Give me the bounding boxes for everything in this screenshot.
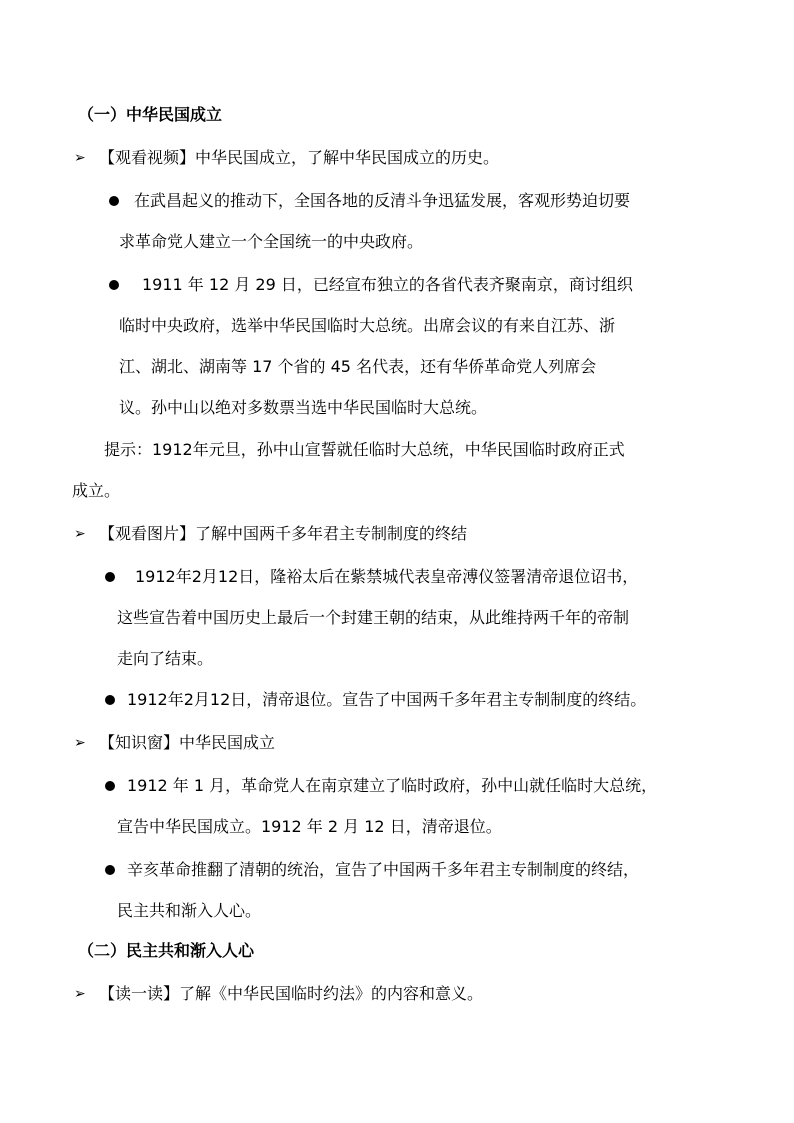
bullet-dot-icon [105,865,115,875]
bullet-text-line: 民主共和渐入人心。 [117,901,262,920]
bullet-dot-icon [109,196,119,206]
section-heading-2: （二）民主共和渐入人心 [78,941,255,960]
item-title-read: 【读一读】了解《中华民国临时约法》的内容和意义。 [99,984,484,1003]
tip-text-line: 提示：1912年元旦，孙中山宣誓就任临时大总统，中华民国临时政府正式 [104,440,625,459]
arrow-bullet-icon: ➢ [74,526,86,542]
item-title-images: 【观看图片】了解中国两千多年君主专制制度的终结 [99,524,468,543]
bullet-dot-icon [105,572,115,582]
bullet-text-line: 这些宣告着中国历史上最后一个封建王朝的结束，从此维持两千年的帝制 [117,608,630,627]
bullet-dot-icon [105,695,115,705]
bullet-text-line: 议。孙中山以绝对多数票当选中华民国临时大总统。 [119,398,488,417]
bullet-text-line: 求革命党人建立一个全国统一的中央政府。 [119,232,424,251]
bullet-text-line: 1912年2月12日，隆裕太后在紫禁城代表皇帝溥仪签署清帝退位诏书， [135,567,639,586]
bullet-text-line: 走向了结束。 [117,649,214,668]
bullet-text-line: 1912 年 1 月，革命党人在南京建立了临时政府，孙中山就任临时大总统， [127,776,658,795]
item-title-knowledge: 【知识窗】中华民国成立 [99,733,276,752]
arrow-bullet-icon: ➢ [74,986,86,1002]
item-title-video: 【观看视频】中华民国成立，了解中华民国成立的历史。 [99,148,500,167]
bullet-text-line: 宣告中华民国成立。1912 年 2 月 12 日，清帝退位。 [117,817,502,836]
bullet-text-line: 辛亥革命推翻了清朝的统治，宣告了中国两千多年君主专制制度的终结， [127,860,640,879]
section-heading-1: （一）中华民国成立 [78,105,223,124]
arrow-bullet-icon: ➢ [74,150,86,166]
arrow-bullet-icon: ➢ [74,735,86,751]
bullet-text-line: 1911 年 12 月 29 日，已经宣布独立的各省代表齐聚南京，商讨组织 [142,275,633,294]
tip-text-line: 成立。 [72,481,121,500]
bullet-text-line: 1912年2月12日，清帝退位。宣告了中国两千多年君主专制制度的终结。 [127,690,647,709]
bullet-text-line: 江、湖北、湖南等 17 个省的 45 名代表，还有华侨革命党人列席会 [119,357,597,376]
bullet-text-line: 在武昌起义的推动下，全国各地的反清斗争迅猛发展，客观形势迫切要 [134,191,631,210]
bullet-dot-icon [105,781,115,791]
bullet-text-line: 临时中央政府，选举中华民国临时大总统。出席会议的有来自江苏、浙 [119,316,616,335]
bullet-dot-icon [109,280,119,290]
